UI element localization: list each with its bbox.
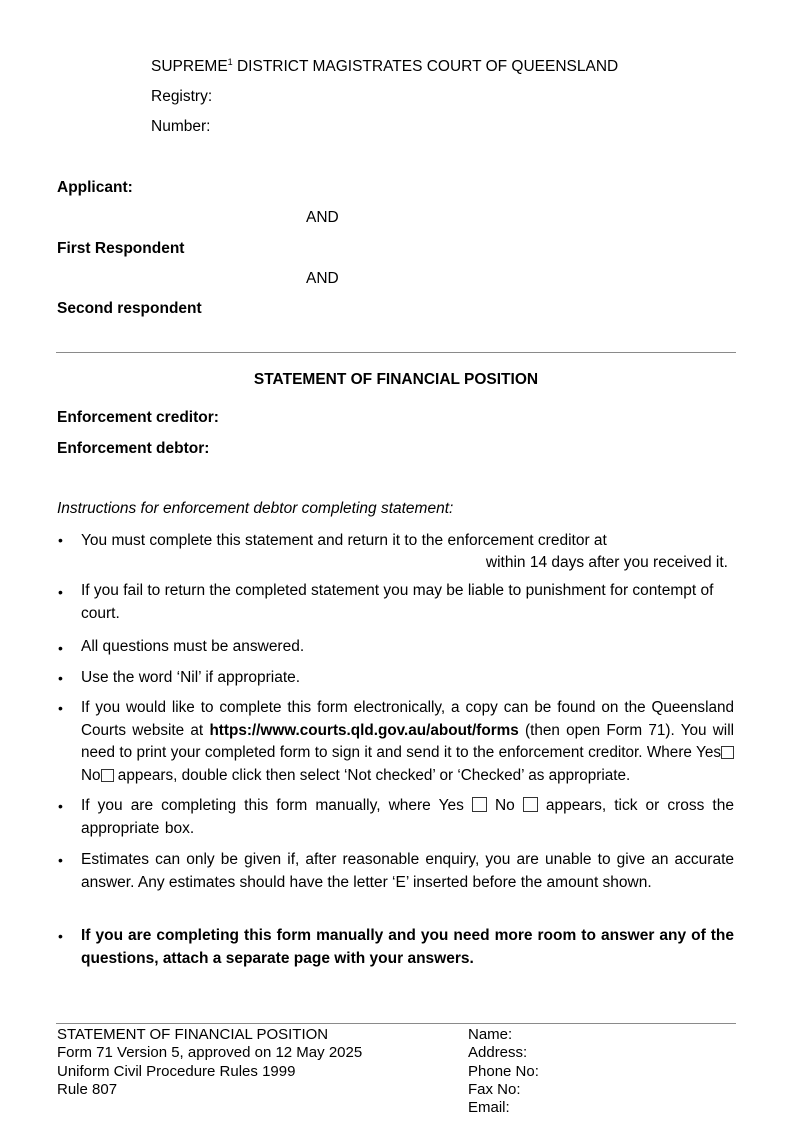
instruction-text: All questions must be answered. <box>81 638 305 655</box>
footer-phone-label: Phone No: <box>468 1062 539 1080</box>
instruction-text: Use the word ‘Nil’ if appropriate. <box>81 669 301 686</box>
footer-address-label: Address: <box>468 1044 528 1062</box>
divider-top <box>56 352 736 353</box>
bullet: • <box>58 928 63 944</box>
bullet: • <box>58 700 63 716</box>
footer-email-label: Email: <box>468 1099 510 1117</box>
text-segment: (then open Form 71). You will need to print your completed form to sign it and send it to the enforcement creditor. Where <box>81 721 734 761</box>
footer-left <box>57 1026 362 1099</box>
court-supreme: SUPREME <box>151 58 228 75</box>
footer-form-version: Form 71 Version 5, approved on 12 May 2025 <box>57 1044 363 1062</box>
no-checkbox[interactable] <box>101 769 114 782</box>
footer-form-title: STATEMENT OF FINANCIAL POSITION <box>57 1026 329 1043</box>
bullet: • <box>58 584 63 600</box>
yes-checkbox[interactable] <box>721 746 734 759</box>
enforcement-debtor-label: Enforcement debtor: <box>57 440 210 457</box>
second-respondent-label: Second respondent <box>57 300 202 317</box>
no-checkbox[interactable] <box>523 797 538 812</box>
forms-url-link[interactable]: https://www.courts.qld.gov.au/about/forms <box>209 721 519 739</box>
footer-right <box>468 1026 539 1117</box>
yes-label: Yes <box>438 797 464 814</box>
bullet: • <box>58 798 63 814</box>
form-title: STATEMENT OF FINANCIAL POSITION <box>253 371 539 388</box>
yes-label: Yes <box>696 744 721 761</box>
instruction-text: Estimates can only be given if, after reasonable enquiry, you are unable to give an accurate answer. Any estimates should have the letter ‘E’ inserted before the amount shown. <box>81 851 734 891</box>
instruction-text <box>81 697 734 787</box>
court-rest: DISTRICT MAGISTRATES COURT OF QUEENSLAND <box>232 58 619 75</box>
registry-label: Registry: <box>151 88 213 105</box>
text-segment: If you would like to complete this form electronically, a copy can be found on the Queensland Courts website at <box>81 699 734 739</box>
footer-name-label: Name: <box>468 1026 513 1043</box>
instruction-text <box>81 795 734 840</box>
footer-rules: Uniform Civil Procedure Rules 1999 <box>57 1062 296 1080</box>
and-separator-2: AND <box>306 270 339 287</box>
text-segment: appears, double click then select ‘Not checked’ or ‘Checked’ as appropriate. <box>113 766 631 784</box>
and-separator-1: AND <box>306 209 339 226</box>
instruction-text: If you are completing this form manually and you need more room to answer any of the questions, attach a separate page with your answers. <box>81 927 734 967</box>
bullet: • <box>58 640 63 656</box>
instruction-text: You must complete this statement and return it to the enforcement creditor at <box>81 532 607 549</box>
no-label: No <box>494 797 515 814</box>
text-segment: If you are completing this form manually, where <box>81 797 439 814</box>
footer-divider <box>56 1023 736 1024</box>
instructions-heading: Instructions for enforcement debtor completing statement: <box>57 500 454 517</box>
enforcement-creditor-label: Enforcement creditor: <box>57 409 219 426</box>
no-label: No <box>81 766 101 784</box>
court-heading <box>151 58 618 76</box>
instruction-text-cont: within 14 days after you received it. <box>485 554 728 571</box>
bullet: • <box>58 532 63 548</box>
yes-checkbox[interactable] <box>472 797 487 812</box>
instruction-text: If you fail to return the completed statement you may be liable to punishment for contempt of court. <box>81 582 714 622</box>
footnote-ref: 1 <box>227 57 233 67</box>
text-segment: appears, tick or cross the appropriate box. <box>81 797 734 837</box>
bullet: • <box>58 670 63 686</box>
footer-rule-number: Rule 807 <box>57 1080 118 1098</box>
bullet: • <box>58 852 63 868</box>
footer-fax-label: Fax No: <box>468 1080 521 1098</box>
applicant-label: Applicant: <box>57 179 133 196</box>
number-label: Number: <box>151 118 211 135</box>
first-respondent-label: First Respondent <box>57 240 185 257</box>
